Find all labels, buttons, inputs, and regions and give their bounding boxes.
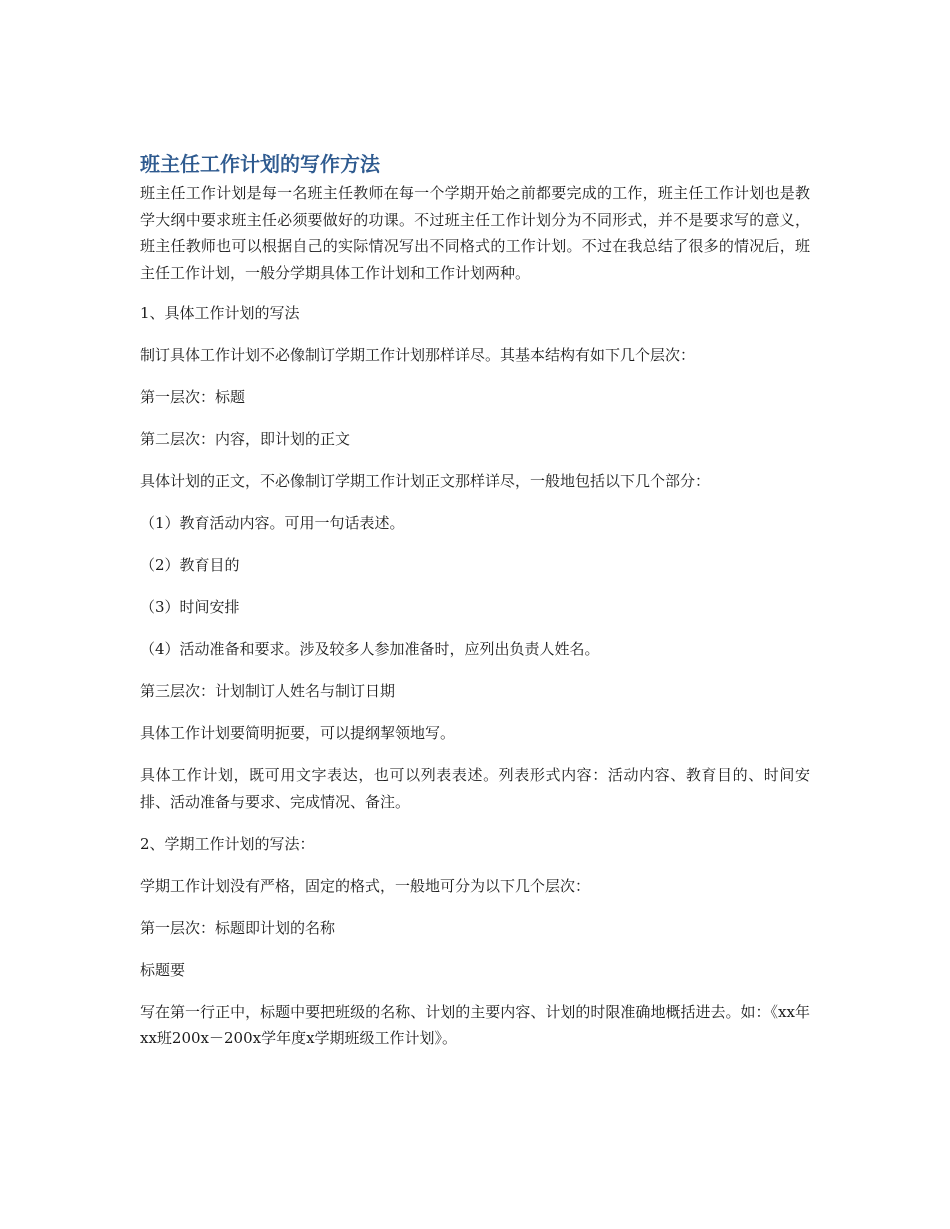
paragraph: 具体工作计划，既可用文字表达，也可以列表表述。列表形式内容：活动内容、教育目的、时间安排、活动准备与要求、完成情况、备注。: [140, 766, 810, 811]
paragraph: 具体计划的正文，不必像制订学期工作计划正文那样详尽，一般地包括以下几个部分：: [140, 472, 711, 490]
paragraph: 制订具体工作计划不必像制订学期工作计划那样详尽。其基本结构有如下几个层次：: [140, 346, 696, 364]
list-item: （1）教育活动内容。可用一句话表述。: [140, 514, 405, 532]
paragraph: 学期工作计划没有严格，固定的格式，一般地可分为以下几个层次：: [140, 876, 591, 895]
section-heading-2: 2、学期工作计划的写法：: [140, 834, 315, 853]
document-title: 班主任工作计划的写作方法: [140, 152, 380, 176]
paragraph: 标题要: [140, 960, 186, 979]
document-page: [140, 150, 810, 1067]
paragraph: 第一层次：标题即计划的名称: [140, 918, 336, 937]
intro-paragraph: 班主任工作计划是每一名班主任教师在每一个学期开始之前都要完成的工作，班主任工作计划也是教学大纲中要求班主任必须要做好的功课。不过班主任工作计划分为不同形式，并不是要求写的意义，班主任教师也可以根据自己的实际情况写出不同格式的工作计划。不过在我总结了很多的情况后，班主任工作计划，一般分学期具体工作计划和工作计划两种。: [140, 184, 810, 282]
list-item: （4）活动准备和要求。涉及较多人参加准备时，应列出负责人姓名。: [140, 640, 600, 658]
paragraph: 第二层次：内容，即计划的正文: [140, 430, 351, 448]
list-item: （2）教育目的: [140, 556, 240, 574]
section-heading-1: 1、具体工作计划的写法: [140, 304, 300, 322]
list-item: （3）时间安排: [140, 598, 240, 616]
paragraph: 具体工作计划要简明扼要，可以提纲挈领地写。: [140, 724, 456, 742]
paragraph: 第三层次：计划制订人姓名与制订日期: [140, 682, 396, 700]
paragraph: 写在第一行正中，标题中要把班级的名称、计划的主要内容、计划的时限准确地概括进去。如：《xx年xx班200x－200x学年度x学期班级工作计划》。: [140, 1002, 810, 1047]
paragraph: 第一层次：标题: [140, 388, 246, 406]
